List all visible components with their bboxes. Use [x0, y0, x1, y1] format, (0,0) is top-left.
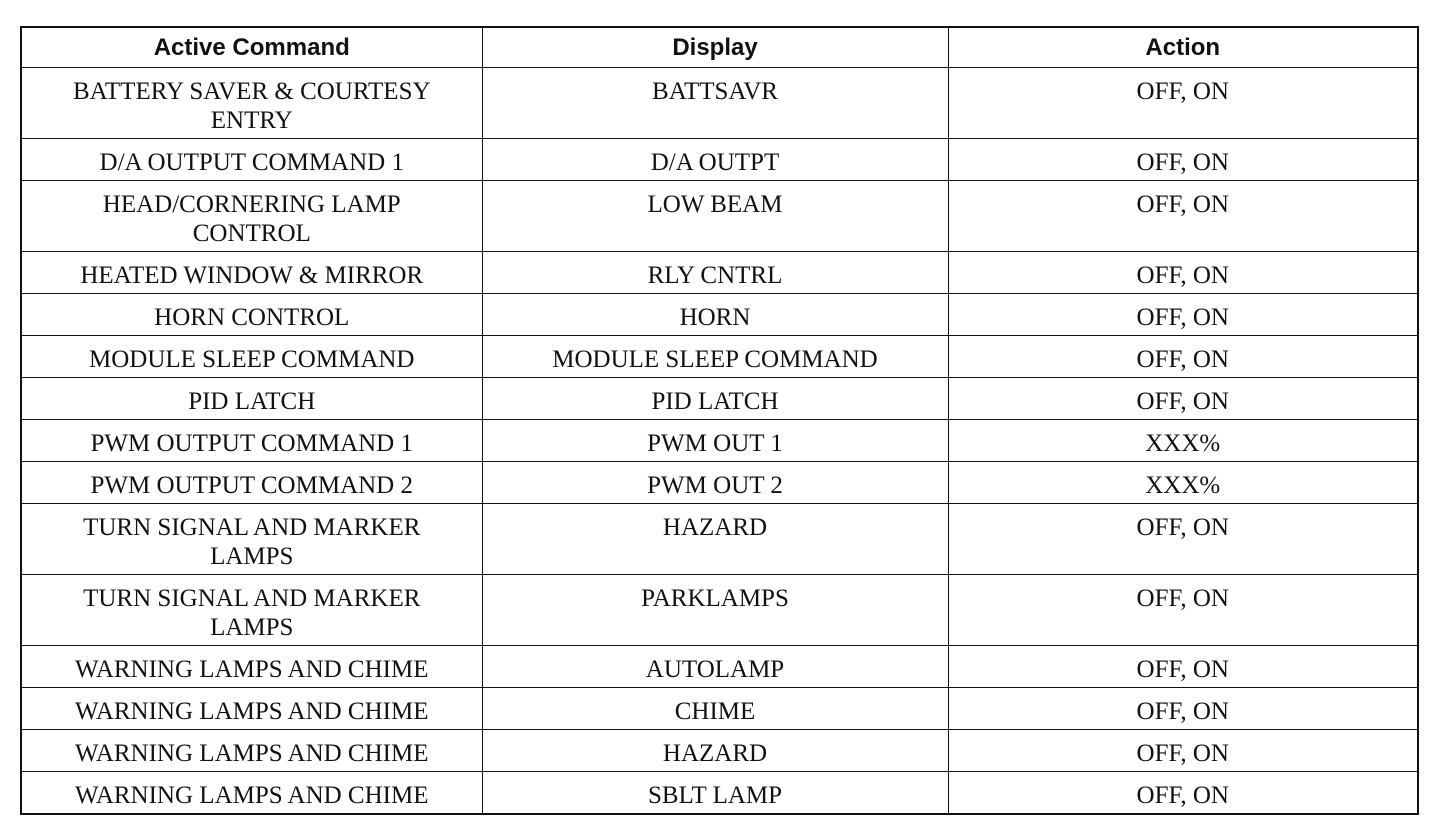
display-cell: HAZARD — [482, 730, 948, 772]
command-cell: WARNING LAMPS AND CHIME — [21, 646, 482, 688]
table-row — [21, 336, 1418, 378]
display-cell: BATTSAVR — [482, 68, 948, 139]
header-active-command: Active Command — [21, 27, 482, 68]
command-cell: WARNING LAMPS AND CHIME — [21, 772, 482, 815]
table-row — [21, 252, 1418, 294]
action-cell: OFF, ON — [948, 294, 1418, 336]
command-cell: PWM OUTPUT COMMAND 2 — [21, 462, 482, 504]
table-row — [21, 462, 1418, 504]
action-cell: OFF, ON — [948, 646, 1418, 688]
command-cell — [21, 504, 482, 575]
action-cell: OFF, ON — [948, 252, 1418, 294]
command-text: BATTERY SAVER & COURTESY ENTRY — [72, 78, 431, 134]
command-text: TURN SIGNAL AND MARKER LAMPS — [83, 585, 421, 641]
command-cell — [21, 575, 482, 646]
table-row — [21, 139, 1418, 181]
header-action: Action — [948, 27, 1418, 68]
display-cell: PID LATCH — [482, 378, 948, 420]
action-cell: OFF, ON — [948, 68, 1418, 139]
command-cell: HORN CONTROL — [21, 294, 482, 336]
action-cell: OFF, ON — [948, 688, 1418, 730]
table-row — [21, 68, 1418, 139]
display-cell: SBLT LAMP — [482, 772, 948, 815]
command-text: TURN SIGNAL AND MARKER LAMPS — [83, 514, 421, 570]
command-text: HEAD/CORNERING LAMP CONTROL — [102, 191, 401, 247]
action-cell: OFF, ON — [948, 139, 1418, 181]
table-row — [21, 504, 1418, 575]
command-cell: WARNING LAMPS AND CHIME — [21, 730, 482, 772]
action-cell: OFF, ON — [948, 575, 1418, 646]
command-cell: D/A OUTPUT COMMAND 1 — [21, 139, 482, 181]
action-cell: OFF, ON — [948, 730, 1418, 772]
table-row — [21, 420, 1418, 462]
display-cell: HAZARD — [482, 504, 948, 575]
action-cell: OFF, ON — [948, 504, 1418, 575]
display-cell: D/A OUTPT — [482, 139, 948, 181]
command-cell: WARNING LAMPS AND CHIME — [21, 688, 482, 730]
display-cell: LOW BEAM — [482, 181, 948, 252]
display-cell: PWM OUT 2 — [482, 462, 948, 504]
table-row — [21, 730, 1418, 772]
table-row — [21, 646, 1418, 688]
table-row — [21, 688, 1418, 730]
action-cell: OFF, ON — [948, 378, 1418, 420]
header-row — [21, 27, 1418, 68]
display-cell: HORN — [482, 294, 948, 336]
table-row — [21, 181, 1418, 252]
action-cell: OFF, ON — [948, 181, 1418, 252]
display-cell: PARKLAMPS — [482, 575, 948, 646]
table-row — [21, 378, 1418, 420]
action-cell: XXX% — [948, 462, 1418, 504]
display-cell: AUTOLAMP — [482, 646, 948, 688]
table-row — [21, 772, 1418, 815]
action-cell: OFF, ON — [948, 772, 1418, 815]
action-cell: OFF, ON — [948, 336, 1418, 378]
active-command-table — [20, 26, 1419, 815]
action-cell: XXX% — [948, 420, 1418, 462]
display-cell: PWM OUT 1 — [482, 420, 948, 462]
command-cell: PWM OUTPUT COMMAND 1 — [21, 420, 482, 462]
command-cell: MODULE SLEEP COMMAND — [21, 336, 482, 378]
command-cell — [21, 68, 482, 139]
header-display: Display — [482, 27, 948, 68]
display-cell: CHIME — [482, 688, 948, 730]
command-cell: PID LATCH — [21, 378, 482, 420]
command-cell: HEATED WINDOW & MIRROR — [21, 252, 482, 294]
command-cell — [21, 181, 482, 252]
table-row — [21, 294, 1418, 336]
table-row — [21, 575, 1418, 646]
display-cell: MODULE SLEEP COMMAND — [482, 336, 948, 378]
display-cell: RLY CNTRL — [482, 252, 948, 294]
